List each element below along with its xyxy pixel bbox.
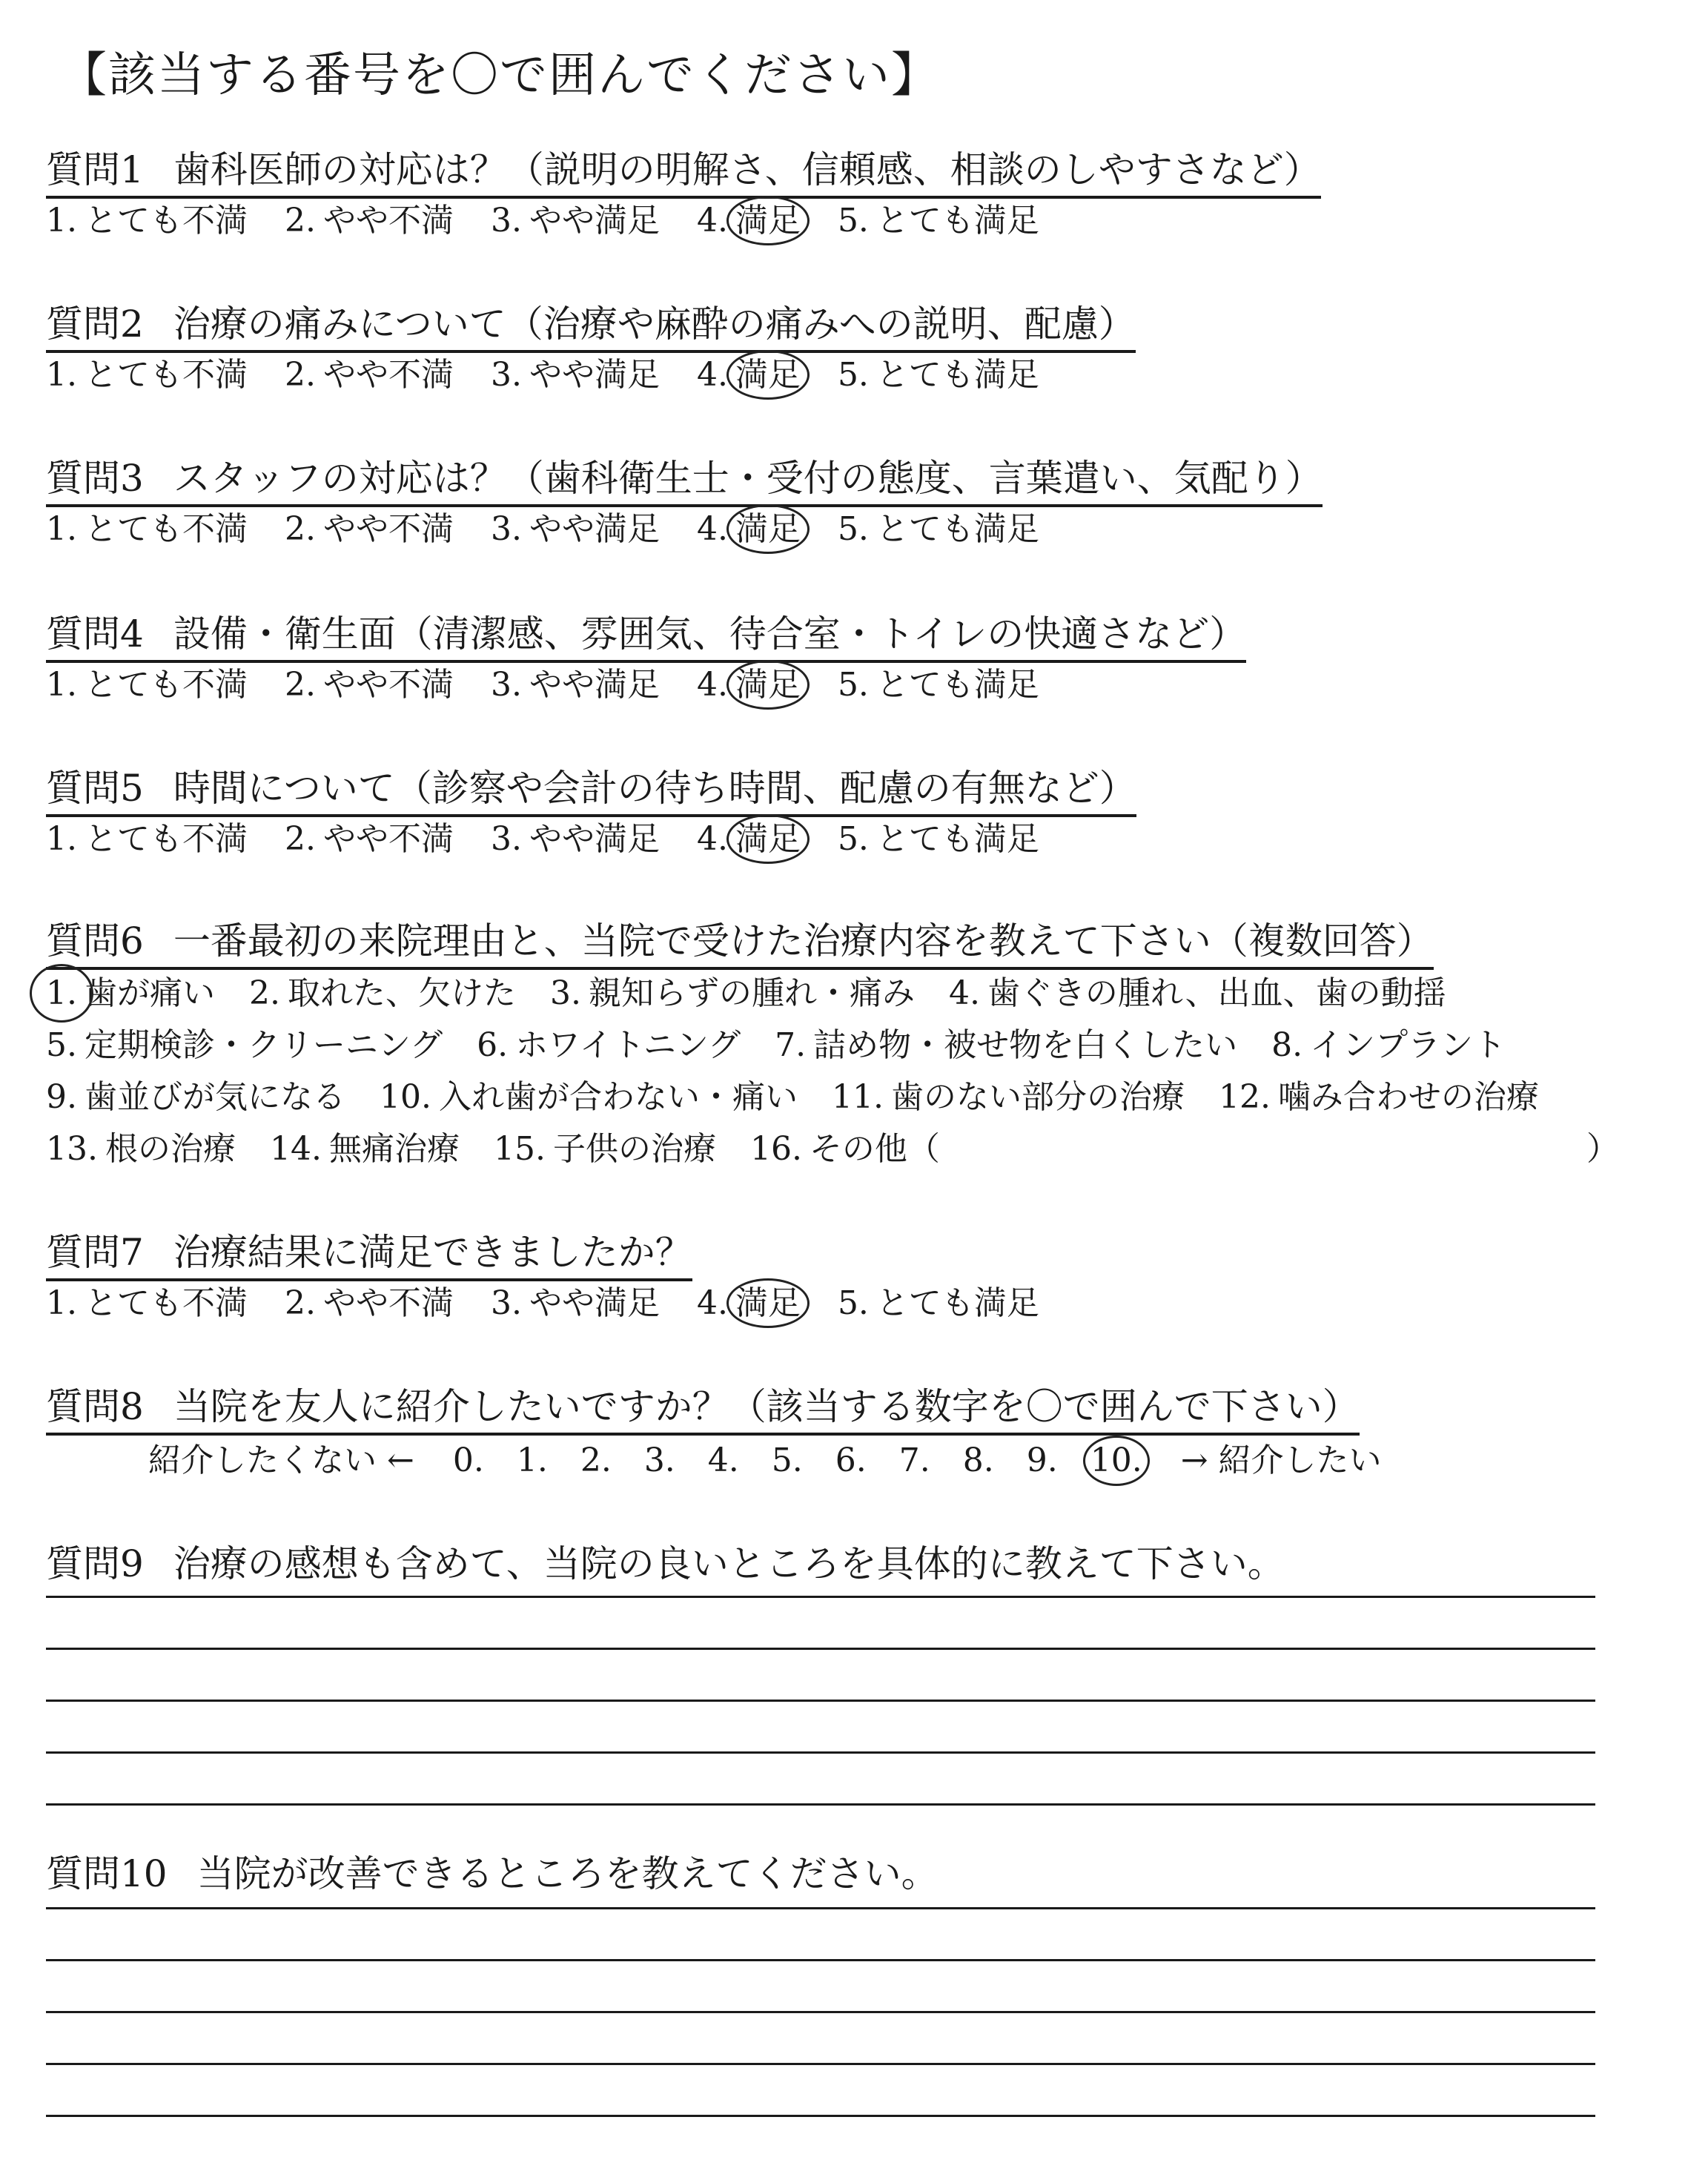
option-1[interactable]: [46, 510, 248, 549]
option-label: やや満足: [529, 666, 660, 704]
reason-option-10[interactable]: [380, 1078, 798, 1117]
option-label: 満足: [735, 666, 801, 704]
scale-number-2[interactable]: 2.: [580, 1441, 612, 1479]
question-3-title: [46, 457, 1323, 507]
question-10-title: [46, 1852, 939, 1900]
question-1-number: 質問1: [46, 148, 144, 191]
option-label: やや不満: [322, 356, 454, 394]
option-2[interactable]: [285, 820, 454, 859]
reason-option-14[interactable]: [270, 1130, 460, 1169]
option-label: やや不満: [322, 1284, 454, 1322]
option-number: 10.: [379, 1078, 431, 1116]
option-4[interactable]: [697, 202, 801, 240]
q9-answer-line[interactable]: [46, 1700, 1595, 1702]
scale-number-4[interactable]: 4.: [707, 1441, 739, 1479]
option-number: 3.: [490, 356, 522, 394]
option-number: 1.: [46, 666, 77, 704]
option-label: 取れた、欠けた: [287, 974, 516, 1012]
option-number: 2.: [284, 510, 316, 548]
option-label: 入れ歯が合わない・痛い: [438, 1078, 798, 1116]
option-label: とても満足: [875, 666, 1039, 704]
selection-circle: [726, 814, 810, 864]
option-number: 5.: [837, 510, 869, 548]
q10-answer-line[interactable]: [46, 1959, 1595, 1961]
option-number: 5.: [46, 1026, 77, 1064]
option-number: 16.: [749, 1130, 802, 1168]
question-1-text: 歯科医師の対応は？（説明の明解さ、信頼感、相談のしやすさなど）: [173, 148, 1321, 191]
option-number: 5.: [837, 1284, 869, 1322]
question-6-row-4[interactable]: [46, 1130, 974, 1169]
question-10-text: 当院が改善できるところを教えてください。: [196, 1852, 939, 1895]
option-label: とても不満: [84, 356, 248, 394]
question-3-text: スタッフの対応は？（歯科衛生士・受付の態度、言葉遣い、気配り）: [173, 457, 1323, 500]
option-4[interactable]: [697, 1284, 801, 1323]
option-number: 7.: [775, 1026, 807, 1064]
option-number: 5.: [837, 666, 869, 704]
option-number: 4.: [696, 1284, 728, 1322]
question-6-row-3[interactable]: [46, 1078, 1573, 1117]
option-label: 親知らずの腫れ・痛み: [588, 974, 915, 1012]
option-number: 5.: [837, 356, 869, 394]
selection-circle: [726, 660, 810, 710]
question-6-row-1[interactable]: [46, 974, 1480, 1013]
option-2[interactable]: [285, 666, 454, 704]
question-5-options[interactable]: [46, 820, 1076, 859]
option-number: 1.: [46, 974, 77, 1012]
scale-number-10[interactable]: 10.: [1090, 1441, 1142, 1480]
option-1[interactable]: [46, 356, 248, 394]
option-5[interactable]: [838, 356, 1039, 394]
option-number: 2.: [284, 356, 316, 394]
scale-number-5[interactable]: 5.: [771, 1441, 803, 1479]
option-1[interactable]: [46, 666, 248, 704]
reason-option-4[interactable]: [949, 974, 1446, 1013]
option-number: 3.: [490, 510, 522, 548]
option-3[interactable]: [491, 666, 660, 704]
reason-option-1[interactable]: [46, 974, 215, 1013]
question-6-title: [46, 919, 1434, 970]
option-number: 3.: [490, 666, 522, 704]
question-4-text: 設備・衛生面（清潔感、雰囲気、待合室・トイレの快適さなど）: [173, 612, 1247, 655]
option-label: 子供の治療: [552, 1130, 716, 1168]
option-3[interactable]: [491, 510, 660, 549]
question-6-row-2[interactable]: [46, 1026, 1540, 1065]
option-number: 15.: [493, 1130, 546, 1168]
option-5[interactable]: [838, 820, 1039, 859]
reason-option-9[interactable]: [46, 1078, 345, 1117]
q10-answer-line[interactable]: [46, 2011, 1595, 2013]
option-1[interactable]: [46, 1284, 248, 1323]
option-label: とても満足: [875, 356, 1039, 394]
option-number: 14.: [269, 1130, 322, 1168]
reason-option-15[interactable]: [494, 1130, 716, 1169]
option-label: やや不満: [322, 202, 454, 240]
scale-number-6[interactable]: 6.: [835, 1441, 867, 1479]
option-2[interactable]: [285, 356, 454, 394]
option-label: やや満足: [529, 510, 660, 548]
option-number: 1.: [46, 202, 77, 240]
option-number: 4.: [696, 820, 728, 858]
option-label: とても満足: [875, 1284, 1039, 1322]
selection-circle: [726, 1278, 810, 1328]
scale-number-0[interactable]: 0.: [452, 1441, 484, 1479]
option-label: とても不満: [84, 820, 248, 858]
option-number: 2.: [248, 974, 280, 1012]
option-number: 2.: [284, 202, 316, 240]
question-10-number: 質問10: [46, 1852, 168, 1895]
option-number: 3.: [549, 974, 581, 1012]
selection-circle: [726, 504, 810, 554]
option-number: 1.: [46, 510, 77, 548]
question-6-number: 質問6: [46, 919, 144, 962]
option-number: 9.: [46, 1078, 77, 1116]
option-2[interactable]: [285, 510, 454, 549]
option-label: とても不満: [84, 510, 248, 548]
option-label: 歯ぐきの腫れ、出血、歯の動揺: [987, 974, 1446, 1012]
question-9-number: 質問9: [46, 1542, 144, 1585]
option-number: 13.: [46, 1130, 98, 1168]
question-1-title: [46, 148, 1321, 199]
question-4-number: 質問4: [46, 612, 144, 655]
question-9-text: 治療の感想も含めて、当院の良いところを具体的に教えて下さい。: [173, 1542, 1285, 1585]
option-label: 歯のない部分の治療: [890, 1078, 1185, 1116]
option-label: 歯が痛い: [84, 974, 215, 1012]
reason-option-11[interactable]: [832, 1078, 1185, 1117]
question-7-options[interactable]: [46, 1284, 1076, 1323]
option-number: 3.: [490, 820, 522, 858]
option-label: 定期検診・クリーニング: [84, 1026, 443, 1064]
option-label: やや満足: [529, 1284, 660, 1322]
instruction-header: 【該当する番号を〇で囲んでください】: [59, 48, 940, 103]
reason-option-2[interactable]: [249, 974, 516, 1013]
option-number: 6.: [477, 1026, 509, 1064]
question-8-title: [46, 1385, 1360, 1436]
option-number: 2.: [284, 666, 316, 704]
reason-option-12[interactable]: [1219, 1078, 1539, 1117]
question-7-number: 質問7: [46, 1231, 144, 1274]
option-number: 4.: [948, 974, 980, 1012]
option-label: とても満足: [875, 202, 1039, 240]
option-label: 満足: [735, 820, 801, 858]
question-8-scale[interactable]: [148, 1441, 1382, 1480]
scale-right-label: → 紹介したい: [1180, 1441, 1382, 1479]
scale-number-3[interactable]: 3.: [643, 1441, 675, 1479]
option-label: やや不満: [322, 820, 454, 858]
option-number: 5.: [837, 820, 869, 858]
option-number: 4.: [696, 510, 728, 548]
option-number: 1.: [46, 356, 77, 394]
option-label: とても満足: [875, 510, 1039, 548]
question-8-number: 質問8: [46, 1385, 144, 1428]
option-4[interactable]: [697, 510, 801, 549]
question-5-number: 質問5: [46, 767, 144, 810]
option-4[interactable]: [697, 356, 801, 394]
reason-option-3[interactable]: [550, 974, 915, 1013]
option-1[interactable]: [46, 202, 248, 240]
option-label: 詰め物・被せ物を白くしたい: [813, 1026, 1238, 1064]
option-label: とても不満: [84, 1284, 248, 1322]
option-label: 無痛治療: [328, 1130, 460, 1168]
q9-answer-line[interactable]: [46, 1596, 1595, 1598]
option-4[interactable]: [697, 820, 801, 859]
scale-number-1[interactable]: 1.: [516, 1441, 548, 1479]
option-3[interactable]: [491, 1284, 660, 1323]
q9-answer-line[interactable]: [46, 1648, 1595, 1650]
question-7-text: 治療結果に満足できましたか？: [173, 1231, 692, 1274]
question-3-options[interactable]: [46, 510, 1076, 549]
q9-answer-line[interactable]: [46, 1803, 1595, 1806]
option-4[interactable]: [697, 666, 801, 704]
option-number: 3.: [490, 1284, 522, 1322]
option-5[interactable]: [838, 510, 1039, 549]
question-2-title: [46, 303, 1136, 353]
question-9-title: [46, 1542, 1285, 1590]
reason-option-7[interactable]: [775, 1026, 1237, 1065]
q10-answer-line[interactable]: [46, 2063, 1595, 2065]
option-label: 歯並びが気になる: [84, 1078, 345, 1116]
option-label: ホワイトニング: [515, 1026, 741, 1064]
option-5[interactable]: [838, 202, 1039, 240]
option-3[interactable]: [491, 356, 660, 394]
reason-option-5[interactable]: [46, 1026, 443, 1065]
option-label: とても不満: [84, 666, 248, 704]
option-label: 満足: [735, 1284, 801, 1322]
question-2-text: 治療の痛みについて（治療や麻酔の痛みへの説明、配慮）: [173, 303, 1136, 346]
option-label: やや満足: [529, 820, 660, 858]
scale-left-label: 紹介したくない ←: [148, 1441, 414, 1479]
option-label: やや不満: [322, 510, 454, 548]
option-label: やや不満: [322, 666, 454, 704]
question-7-title: [46, 1231, 692, 1281]
option-3[interactable]: [491, 820, 660, 859]
question-2-options[interactable]: [46, 356, 1076, 394]
question-8-text: 当院を友人に紹介したいですか？（該当する数字を〇で囲んで下さい）: [173, 1385, 1360, 1428]
question-6-text: 一番最初の来院理由と、当院で受けた治療内容を教えて下さい（複数回答）: [173, 919, 1434, 962]
q10-answer-line[interactable]: [46, 2115, 1595, 2117]
option-2[interactable]: [285, 1284, 454, 1323]
option-number: 2.: [284, 820, 316, 858]
reason-option-6[interactable]: [477, 1026, 741, 1065]
selection-circle: [726, 196, 810, 245]
option-label: 根の治療: [105, 1130, 236, 1168]
option-label: 満足: [735, 356, 801, 394]
option-number: 2.: [284, 1284, 316, 1322]
option-label: インプラント: [1310, 1026, 1506, 1064]
option-label: 噛み合わせの治療: [1277, 1078, 1539, 1116]
option-number: 11.: [831, 1078, 884, 1116]
scale-number-7[interactable]: 7.: [898, 1441, 930, 1479]
selection-circle: [726, 350, 810, 400]
option-label: とても不満: [84, 202, 248, 240]
question-1-options[interactable]: [46, 202, 1076, 240]
option-number: 8.: [1271, 1026, 1303, 1064]
option-label: とても満足: [875, 820, 1039, 858]
reason-option-13[interactable]: [46, 1130, 236, 1169]
option-label: 満足: [735, 202, 801, 240]
question-2-number: 質問2: [46, 303, 144, 346]
option-number: 12.: [1218, 1078, 1271, 1116]
question-5-title: [46, 767, 1136, 817]
q10-answer-line[interactable]: [46, 1907, 1595, 1909]
reason-option-16[interactable]: [750, 1130, 940, 1169]
option-label: やや満足: [529, 202, 660, 240]
question-4-title: [46, 612, 1246, 663]
option-number: 4.: [696, 202, 728, 240]
option-5[interactable]: [838, 666, 1039, 704]
option-2[interactable]: [285, 202, 454, 240]
scale-number-9[interactable]: 9.: [1026, 1441, 1058, 1479]
q9-answer-line[interactable]: [46, 1751, 1595, 1754]
option-number: 1.: [46, 1284, 77, 1322]
option-3[interactable]: [491, 202, 660, 240]
question-5-text: 時間について（診察や会計の待ち時間、配慮の有無など）: [173, 767, 1136, 810]
option-number: 3.: [490, 202, 522, 240]
option-number: 1.: [46, 820, 77, 858]
option-number: 4.: [696, 356, 728, 394]
option-number: 5.: [837, 202, 869, 240]
reason-option-8[interactable]: [1271, 1026, 1506, 1065]
question-6-close-paren: ）: [1586, 1130, 1619, 1168]
option-1[interactable]: [46, 820, 248, 859]
question-4-options[interactable]: [46, 666, 1076, 704]
option-5[interactable]: [838, 1284, 1039, 1323]
option-label: 満足: [735, 510, 801, 548]
selection-circle: [1083, 1436, 1150, 1486]
question-3-number: 質問3: [46, 457, 144, 500]
option-number: 4.: [696, 666, 728, 704]
option-label: やや満足: [529, 356, 660, 394]
scale-number-8[interactable]: 8.: [962, 1441, 994, 1479]
option-label: その他（: [809, 1130, 940, 1168]
